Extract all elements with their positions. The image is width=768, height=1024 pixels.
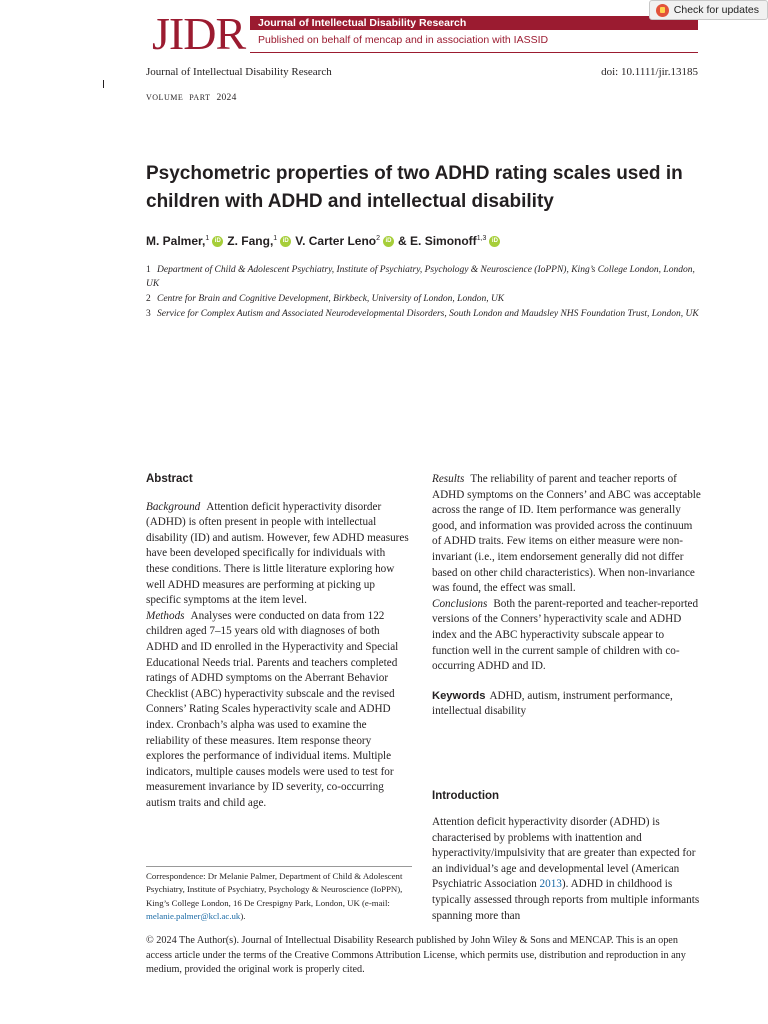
check-for-updates-button[interactable] xyxy=(649,0,768,20)
correspondence-note: Correspondence: Dr Melanie Palmer, Department of Child & Adolescent Psychiatry, Institute of Psychiatry, Psychology & Neuroscience (IoPPN), King’s College London, 16 De Crespigny Park, London, UK (e-mail: melanie.palmer@kcl.ac.uk). xyxy=(146,871,403,922)
publisher-line: Published on behalf of mencap and in association with IASSID xyxy=(258,34,549,46)
affiliation-item: 2 Centre for Brain and Cognitive Development, Birkbeck, University of London, London, UK xyxy=(146,294,505,304)
footnote-rule xyxy=(146,866,412,867)
volume-line xyxy=(146,93,243,103)
author-affiliation-sup: 1 xyxy=(205,235,210,242)
author-name[interactable]: & E. Simonoff xyxy=(398,234,477,248)
part-label: PART xyxy=(189,93,211,102)
keywords: Keywords ADHD, autism, instrument performance, intellectual disability xyxy=(432,689,673,718)
author-list xyxy=(146,234,504,248)
crossmark-icon xyxy=(656,4,669,17)
citation-link[interactable]: 2013 xyxy=(539,878,562,891)
author-name[interactable]: V. Carter Leno xyxy=(295,234,377,248)
affiliation-item: 1 Department of Child & Adolescent Psychiatry, Institute of Psychiatry, Psychology & Neuroscience (IoPPN), King’s College London, London, UK xyxy=(146,265,695,289)
doi-link[interactable]: doi: 10.1111/jir.13185 xyxy=(601,66,698,78)
journal-logo: JIDR xyxy=(152,8,246,59)
email-link[interactable]: melanie.palmer@kcl.ac.uk xyxy=(146,911,241,922)
abstract-background: Background Attention deficit hyperactivity disorder (ADHD) is often present in people with intellectual disability (ID) and autism. However, few ADHD measures have been developed specifically for individuals with these conditions. There is little literature exploring how well ADHD measures are performing at picking up specific symptoms at the item level. xyxy=(146,500,409,607)
journal-masthead xyxy=(146,8,698,59)
author-name[interactable]: Z. Fang, xyxy=(227,234,274,248)
volume-label: VOLUME xyxy=(146,93,184,102)
running-header-journal: Journal of Intellectual Disability Research xyxy=(146,66,332,78)
orcid-icon[interactable]: iD xyxy=(489,236,500,247)
margin-marker xyxy=(103,80,104,88)
abstract-heading: Abstract xyxy=(146,473,193,485)
author-affiliation-sup: 1 xyxy=(273,235,278,242)
check-for-updates-label: Check for updates xyxy=(673,4,759,16)
article-title: Psychometric properties of two ADHD rating scales used in children with ADHD and intellectual disability xyxy=(146,163,683,212)
affiliations xyxy=(146,263,706,322)
abstract-results: Results The reliability of parent and teacher reports of ADHD symptoms on the Conners’ and ABC was acceptable across the range of ID. Item performance was generally good, and information was provided across the continuum of ADHD traits. Few items on either measure were non-invariant (i.e., item endorsement generally did not differ based on other child characteristics). When non-invariance was found, the effect was small. xyxy=(432,473,701,595)
journal-name-band: Journal of Intellectual Disability Research xyxy=(250,16,698,30)
author-name[interactable]: M. Palmer, xyxy=(146,234,206,248)
affiliation-item: 3 Service for Complex Autism and Associated Neurodevelopmental Disorders, South London and Maudsley NHS Foundation Trust, London, UK xyxy=(146,309,699,319)
abstract-methods: Methods Analyses were conducted on data from 122 children aged 7–15 years old with diagnoses of both ADHD and ID enrolled in the Hyperactivity and Special Educational Needs trial. Parents and teachers completed ratings of ADHD symptoms on the Aberrant Behavior Checklist (ABC) hyperactivity subscale and the revised Conners’ Rating Scales hyperactivity scale and ADHD index. Cronbach’s alpha was used to examine the reliability of these measures. Item response theory explores the performance of individual items. Multiple indicators, multiple causes models were used to test for measurement invariance by ID severity, co-occurring autism traits and child age. xyxy=(146,609,399,809)
abstract-conclusions: Conclusions Both the parent-reported and teacher-reported versions of the Conners’ hyperactivity scale and ADHD index and the ABC hyperactivity subscale appear to function well in the current sample of children with co-occurring ADHD and ID. xyxy=(432,597,699,673)
year: 2024 xyxy=(216,93,237,103)
abstract-left-column xyxy=(146,472,410,811)
license-statement: © 2024 The Author(s). Journal of Intellectual Disability Research published by John Wiley & Sons and MENCAP. This is an open access article under the terms of the Creative Commons Attribution License, which permits use, distribution and reproduction in any medium, provided the original work is properly cited. xyxy=(146,935,686,976)
orcid-icon[interactable]: iD xyxy=(280,236,291,247)
orcid-icon[interactable]: iD xyxy=(383,236,394,247)
author-affiliation-sup: 2 xyxy=(376,235,381,242)
introduction-text: Attention deficit hyperactivity disorder (ADHD) is characterised by problems with inattention and hyperactivity/impulsivity that are greater than expected for an individual’s age and developmental level (American Psychiatric Association 2013). ADHD in childhood is typically assessed through reports from multiple informants spanning more than xyxy=(432,816,700,922)
introduction-heading: Introduction xyxy=(432,790,500,802)
orcid-icon[interactable]: iD xyxy=(212,236,223,247)
masthead-rule xyxy=(250,52,698,53)
abstract-right-column xyxy=(432,472,702,720)
author-affiliation-sup: 1,3 xyxy=(476,235,487,242)
